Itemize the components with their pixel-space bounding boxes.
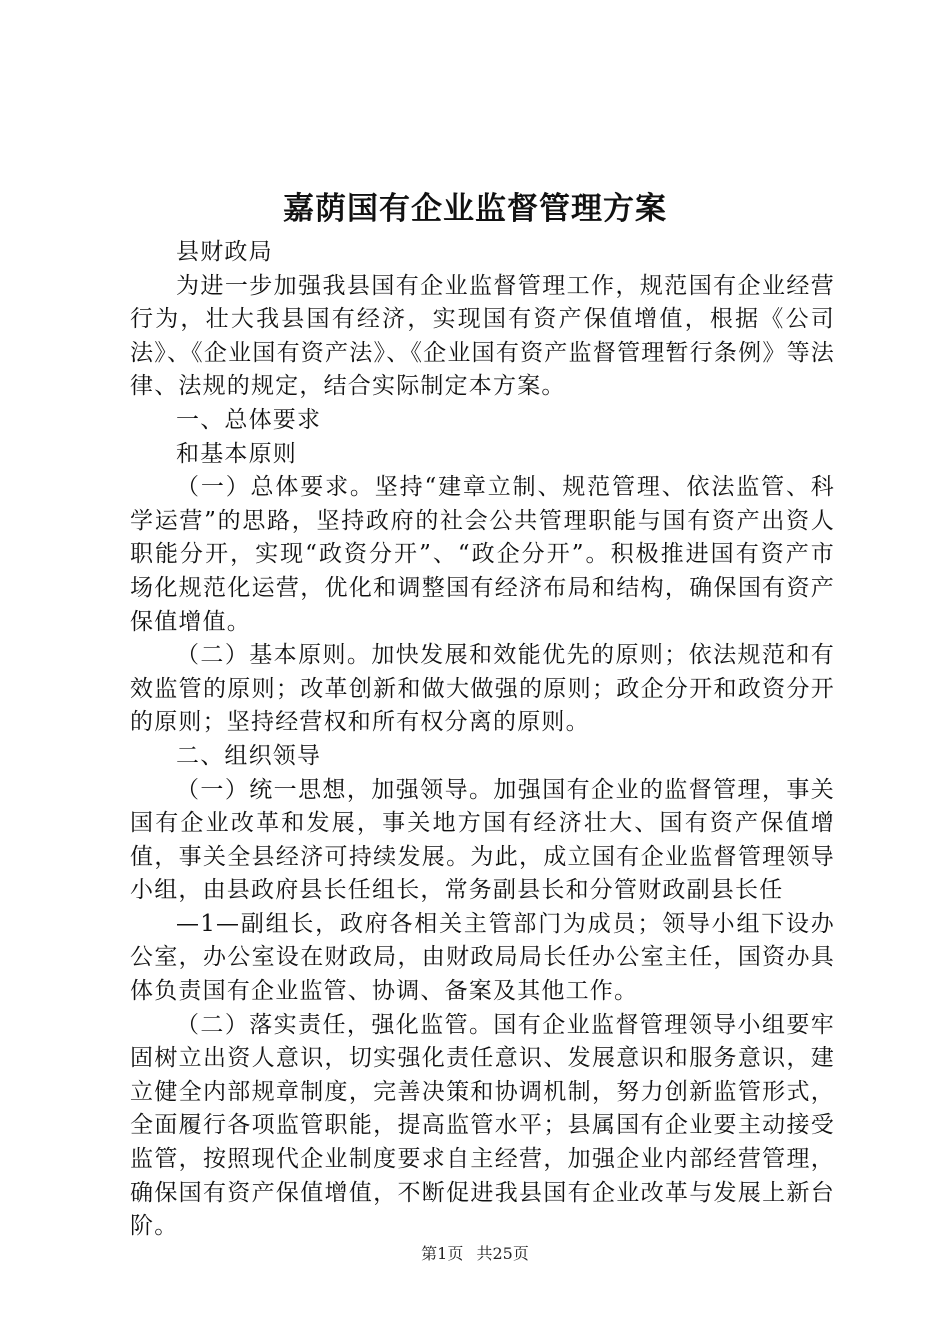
section-heading-1: 一、总体要求 [176,406,322,433]
paragraph-unified-thinking: （一）统一思想，加强领导。加强国有企业的监督管理，事关国有企业改革和发展，事关地方国有经济壮大、国有资产保值增值，事关全县经济可持续发展。为此，成立国有企业监督管理领导小组，由县政府县长任组长，常务副县长和分管财政副县长任 [130,776,835,904]
paragraph-basic-principles: （二）基本原则。加快发展和效能优先的原则；依法规范和有效监管的原则；改革创新和做大做强的原则；政企分开和政资分开的原则；坚持经营权和所有权分离的原则。 [130,642,835,736]
page-number: 第1页 [421,1244,464,1263]
page-footer [0,1242,950,1266]
section-heading-1-continued: 和基本原则 [176,440,297,467]
document-body [130,236,835,1244]
document-title: 嘉荫国有企业监督管理方案 [283,191,667,227]
issuer-line: 县财政局 [176,239,273,265]
intro-paragraph: 为进一步加强我县国有企业监督管理工作，规范国有企业经营行为，壮大我县国有经济，实现国有资产保值增值，根据《公司法》、《企业国有资产法》、《企业国有资产监督管理暂行条例》等法律、法规的规定，结合实际制定本方案。 [130,272,835,400]
paragraph-responsibility: （二）落实责任，强化监管。国有企业监督管理领导小组要牢固树立出资人意识，切实强化责任意识、发展意识和服务意识，建立健全内部规章制度，完善决策和协调机制，努力创新监管形式，全面履行各项监管职能，提高监管水平；县属国有企业要主动接受监管，按照现代企业制度要求自主经营，加强企业内部经营管理，确保国有资产保值增值，不断促进我县国有企业改革与发展上新台阶。 [130,1011,835,1240]
page-total: 共25页 [476,1244,529,1263]
paragraph-general-requirements: （一）总体要求。坚持“建章立制、规范管理、依法监管、科学运营”的思路，坚持政府的社会公共管理职能与国有资产出资人职能分开，实现“政资分开”、“政企分开”。积极推进国有资产市场化规范化运营，优化和调整国有经济布局和结构，确保国有资产保值增值。 [130,474,835,635]
section-heading-2: 二、组织领导 [176,742,322,769]
paragraph-deputy-leader: —1—副组长，政府各相关主管部门为成员；领导小组下设办公室，办公室设在财政局，由财政局局长任办公室主任，国资办具体负责国有企业监管、协调、备案及其他工作。 [130,910,835,1005]
